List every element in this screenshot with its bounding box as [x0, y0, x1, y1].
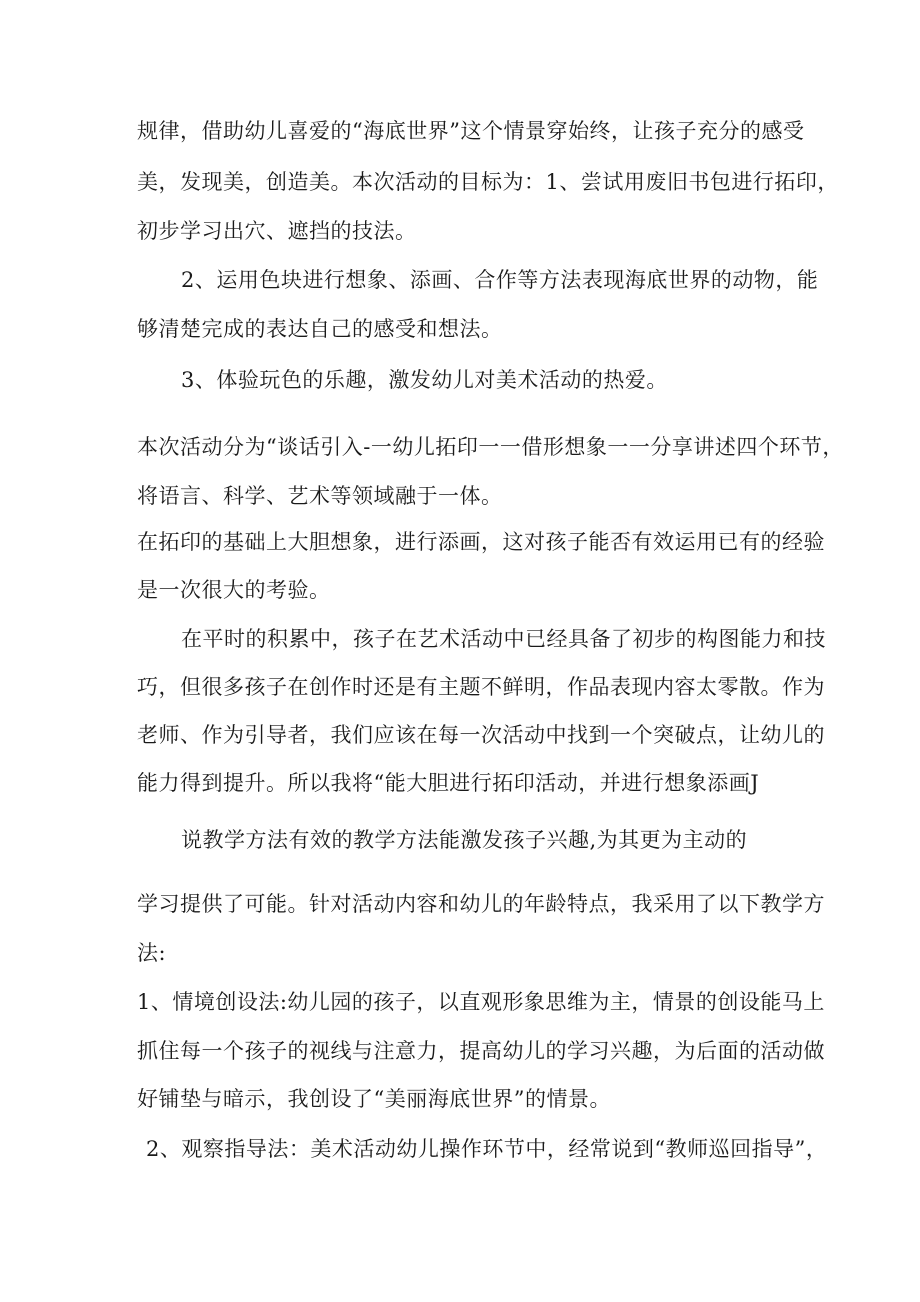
text-line: 巧，但很多孩子在创作时还是有主题不鲜明，作品表现内容太零散。作为: [137, 675, 825, 699]
text-line: 法:: [137, 941, 167, 965]
text-line: 好铺垫与暗示，我创设了“美丽海底世界”的情景。: [137, 1087, 611, 1111]
text-line: 2、运用色块进行想象、添画、合作等方法表现海底世界的动物，能: [181, 268, 819, 292]
text-line: 是一次很大的考验。: [137, 578, 331, 602]
text-line: 规律，借助幼儿喜爱的“海底世界”这个情景穿始终，让孩子充分的感受: [137, 119, 805, 143]
text-line: 在拓印的基础上大胆想象，进行添画，这对孩子能否有效运用已有的经验: [137, 530, 825, 554]
text-line: 能力得到提升。所以我将“能大胆进行拓印活动，并进行想象添画J: [137, 771, 760, 795]
text-line: 老师、作为引导者，我们应该在每一次活动中找到一个突破点，让幼儿的: [137, 723, 825, 747]
text-line: 够清楚完成的表达自己的感受和想法。: [137, 317, 503, 341]
text-line: 2、观察指导法：美术活动幼儿操作环节中，经常说到“教师巡回指导”，: [146, 1137, 828, 1161]
text-line: 在平时的积累中，孩子在艺术活动中已经具备了初步的构图能力和技: [181, 627, 826, 651]
text-line: 3、体验玩色的乐趣，激发幼儿对美术活动的热爱。: [181, 368, 668, 392]
text-line: 将语言、科学、艺术等领域融于一体。: [137, 484, 503, 508]
text-line: 说教学方法有效的教学方法能激发孩子兴趣,为其更为主动的: [181, 828, 748, 852]
text-line: 本次活动分为“谈话引入-一幼儿拓印一一借形想象一一分享讲述四个环节，: [137, 435, 844, 459]
text-line: 抓住每一个孩子的视线与注意力，提高幼儿的学习兴趣，为后面的活动做: [137, 1039, 825, 1063]
text-line: 1、情境创设法:幼儿园的孩子，以直观形象思维为主，情景的创设能马上: [137, 990, 825, 1014]
text-line: 美，发现美，创造美。本次活动的目标为：1、尝试用废旧书包进行拓印，: [137, 170, 839, 194]
text-line: 学习提供了可能。针对活动内容和幼儿的年龄特点，我采用了以下教学方: [137, 892, 825, 916]
text-line: 初步学习出穴、遮挡的技法。: [137, 219, 417, 243]
